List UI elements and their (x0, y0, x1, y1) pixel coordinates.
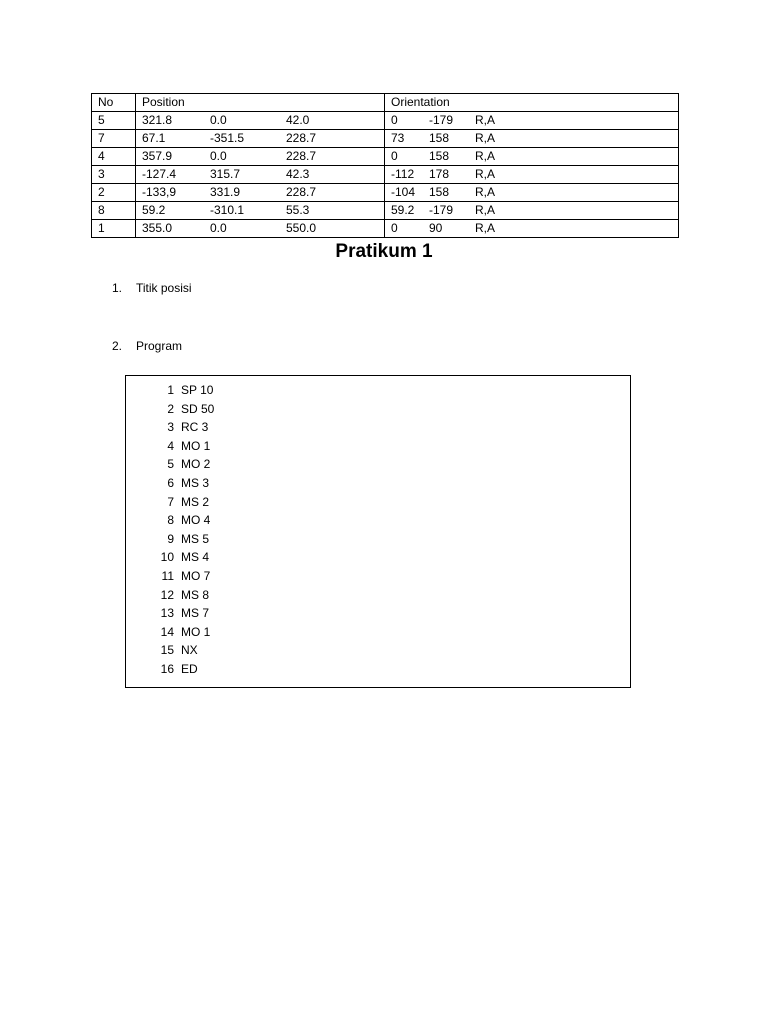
position-x: -127.4 (142, 167, 177, 181)
position-z: 42.0 (286, 113, 310, 127)
orientation-b: -179 (429, 113, 454, 127)
program-line (126, 660, 326, 678)
cell-orientation (385, 166, 679, 184)
table-row (92, 148, 679, 166)
orientation-a: 59.2 (391, 203, 415, 217)
program-line (126, 548, 326, 566)
program-command: MS 5 (181, 531, 210, 546)
program-line (126, 567, 326, 585)
program-line-number: 3 (167, 420, 174, 435)
position-z: 550.0 (286, 221, 317, 235)
cell-orientation (385, 112, 679, 130)
cell-orientation (385, 220, 679, 238)
header-position: Position (136, 94, 385, 112)
cell-orientation (385, 130, 679, 148)
program-command: MS 7 (181, 606, 210, 621)
table-row (92, 166, 679, 184)
program-line (126, 530, 326, 548)
orientation-mode: R,A (475, 149, 496, 163)
program-line (126, 474, 326, 492)
program-line-number: 6 (167, 476, 174, 490)
cell-no: 2 (92, 184, 136, 202)
program-line (126, 511, 326, 529)
cell-orientation (385, 202, 679, 220)
orientation-b: 158 (429, 149, 450, 163)
program-command: MS 3 (181, 476, 210, 490)
position-x: 59.2 (142, 203, 166, 217)
list-text: Program (136, 339, 183, 353)
orientation-mode: R,A (475, 185, 496, 199)
position-x: 355.0 (142, 221, 173, 235)
program-line (126, 437, 326, 455)
orientation-mode: R,A (475, 203, 496, 217)
cell-position (136, 148, 385, 166)
orientation-b: 158 (429, 185, 450, 199)
program-command: ED (181, 662, 198, 676)
program-line-number: 12 (160, 587, 174, 602)
cell-orientation (385, 148, 679, 166)
program-command: MO 2 (181, 457, 211, 472)
program-line-number: 4 (167, 438, 174, 453)
program-line-number: 11 (161, 569, 174, 583)
program-command: SD 50 (181, 401, 215, 416)
program-line-number: 8 (167, 513, 174, 528)
position-x: 67.1 (142, 131, 166, 145)
cell-position (136, 130, 385, 148)
position-z: 228.7 (286, 185, 317, 199)
position-y: 0.0 (210, 113, 227, 127)
position-x: 321.8 (142, 113, 173, 127)
orientation-b: -179 (429, 203, 454, 217)
position-y: -351.5 (210, 131, 245, 145)
program-line-number: 9 (167, 531, 174, 546)
position-x: 357.9 (142, 149, 173, 163)
position-z: 228.7 (286, 131, 317, 145)
program-listing-box (125, 375, 631, 688)
program-line-number: 5 (167, 457, 174, 472)
program-line (126, 381, 326, 399)
program-line (126, 586, 326, 604)
cell-no: 1 (92, 220, 136, 238)
cell-position (136, 166, 385, 184)
orientation-a: 0 (391, 113, 398, 127)
program-line (126, 604, 326, 622)
program-command: MS 2 (181, 494, 210, 509)
table-row (92, 202, 679, 220)
program-command: MS 8 (181, 587, 210, 602)
orientation-a: 0 (391, 221, 398, 235)
program-line-number: 14 (160, 624, 174, 639)
program-line-number: 16 (160, 662, 174, 676)
orientation-a: 73 (391, 131, 405, 145)
program-line-number: 1 (167, 383, 174, 397)
program-line (126, 418, 326, 436)
position-y: 0.0 (210, 149, 227, 163)
program-line (126, 493, 326, 511)
program-line (126, 400, 326, 418)
page-title: Pratikum 1 (335, 241, 433, 262)
program-line-number: 13 (160, 606, 174, 621)
orientation-a: 0 (391, 149, 398, 163)
program-command: MO 7 (181, 569, 211, 583)
position-y: 0.0 (210, 221, 227, 235)
program-command: SP 10 (181, 383, 214, 397)
table-row (92, 112, 679, 130)
program-line (126, 641, 326, 659)
position-table (91, 93, 679, 238)
list-number: 2. (112, 339, 123, 353)
table-row (92, 184, 679, 202)
position-y: 331.9 (210, 185, 241, 199)
program-line-number: 15 (160, 643, 174, 658)
program-command: MS 4 (181, 550, 210, 565)
position-z: 42.3 (286, 167, 310, 181)
header-orientation: Orientation (385, 94, 679, 112)
position-z: 228.7 (286, 149, 317, 163)
position-z: 55.3 (286, 203, 310, 217)
program-line-number: 2 (167, 401, 174, 416)
program-command: MO 4 (181, 513, 211, 528)
orientation-mode: R,A (475, 167, 496, 181)
cell-position (136, 184, 385, 202)
header-no: No (92, 94, 136, 112)
table-row (92, 130, 679, 148)
program-command: MO 1 (181, 438, 211, 453)
cell-no: 3 (92, 166, 136, 184)
program-command: RC 3 (181, 420, 209, 435)
orientation-a: -104 (391, 185, 416, 199)
program-command: MO 1 (181, 624, 211, 639)
list-item-titik-posisi (112, 281, 192, 295)
program-line (126, 623, 326, 641)
list-number: 1. (112, 281, 123, 295)
program-line-number: 10 (160, 550, 174, 565)
orientation-mode: R,A (475, 113, 496, 127)
cell-position (136, 112, 385, 130)
cell-no: 4 (92, 148, 136, 166)
table-header-row (92, 94, 679, 112)
cell-orientation (385, 184, 679, 202)
cell-position (136, 202, 385, 220)
list-item-program (112, 339, 182, 353)
position-y: -310.1 (210, 203, 245, 217)
orientation-mode: R,A (475, 131, 496, 145)
orientation-a: -112 (391, 167, 415, 181)
program-line (126, 455, 326, 473)
program-command: NX (181, 643, 198, 658)
position-x: -133,9 (142, 185, 177, 199)
orientation-mode: R,A (475, 221, 496, 235)
cell-no: 5 (92, 112, 136, 130)
orientation-b: 90 (429, 221, 443, 235)
table-row (92, 220, 679, 238)
position-y: 315.7 (210, 167, 241, 181)
cell-no: 7 (92, 130, 136, 148)
cell-no: 8 (92, 202, 136, 220)
cell-position (136, 220, 385, 238)
orientation-b: 178 (429, 167, 450, 181)
orientation-b: 158 (429, 131, 450, 145)
program-line-number: 7 (167, 494, 174, 509)
list-text: Titik posisi (136, 281, 192, 295)
